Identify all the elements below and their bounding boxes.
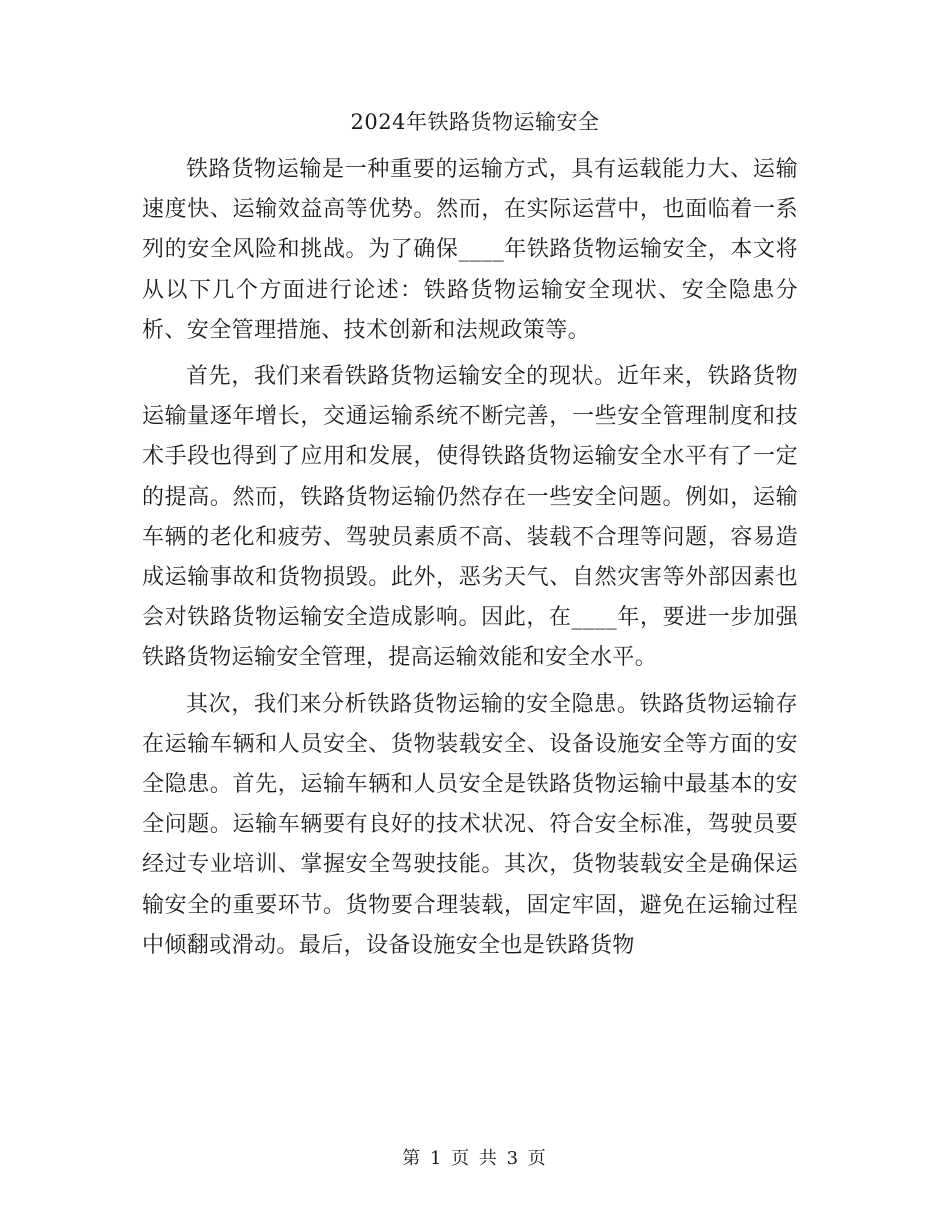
document-title: 2024年铁路货物运输安全: [350, 110, 600, 134]
paragraph-hazard-analysis: 其次，我们来分析铁路货物运输的安全隐患。铁路货物运输存在运输车辆和人员安全、货物装载安全、设备设施安全等方面的安全隐患。首先，运输车辆和人员安全是铁路货物运输中最基本的安全问题。运输车辆要有良好的技术状况、符合安全标准，驾驶员要经过专业培训、掌握安全驾驶技能。其次，货物装载安全是确保运输安全的重要环节。货物要合理装载，固定牢固，避免在运输过程中倾翻或滑动。最后，设备设施安全也是铁路货物: [142, 691, 798, 958]
document-body: [142, 150, 798, 966]
page-number-footer: 第 1 页 共 3 页: [402, 1148, 548, 1169]
paragraph-intro: 铁路货物运输是一种重要的运输方式，具有运载能力大、运输速度快、运输效益高等优势。然而，在实际运营中，也面临着一系列的安全风险和挑战。为了确保____年铁路货物运输安全，本文将从以下几个方面进行论述：铁路货物运输安全现状、安全隐患分析、安全管理措施、技术创新和法规政策等。: [142, 157, 798, 343]
paragraph-current-status: 首先，我们来看铁路货物运输安全的现状。近年来，铁路货物运输量逐年增长，交通运输系统不断完善，一些安全管理制度和技术手段也得到了应用和发展，使得铁路货物运输安全水平有了一定的提高。然而，铁路货物运输仍然存在一些安全问题。例如，运输车辆的老化和疲劳、驾驶员素质不高、装载不合理等问题，容易造成运输事故和货物损毁。此外，恶劣天气、自然灾害等外部因素也会对铁路货物运输安全造成影响。因此，在____年，要进一步加强铁路货物运输安全管理，提高运输效能和安全水平。: [142, 364, 798, 671]
